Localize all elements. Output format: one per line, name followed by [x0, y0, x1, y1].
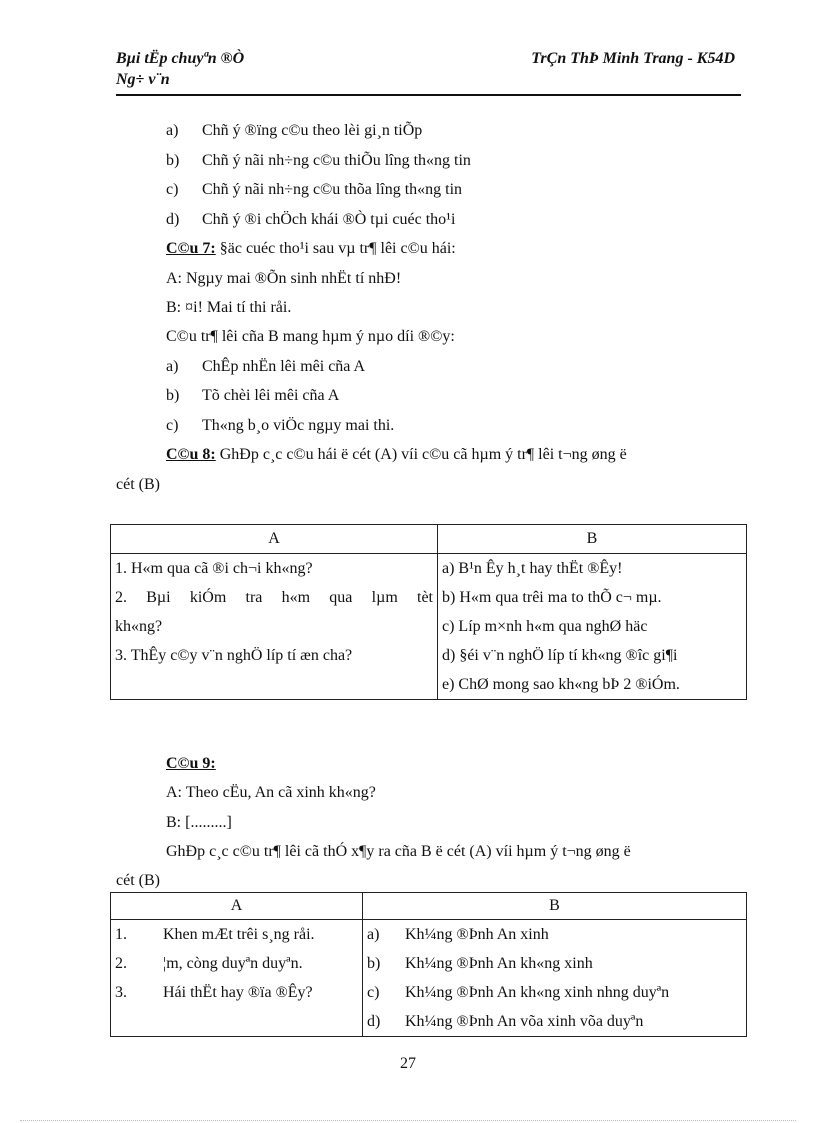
q9-column-a-header: A	[111, 893, 363, 920]
q9-a-item-2: 2. ¦m, còng duyªn duyªn.	[115, 955, 303, 972]
q9-dialogue-a: A: Theo cËu, An cã xinh kh«ng?	[166, 784, 376, 801]
q8-a-item-1: 1. H«m qua cã ®i ch¬i kh«ng?	[115, 560, 313, 577]
q9-dialogue-b: B: [.........]	[166, 814, 232, 831]
q8-heading	[166, 445, 627, 465]
header-subject: Ng÷ v¨n	[116, 71, 170, 88]
q8-title: C©u 8:	[166, 446, 216, 463]
q9-b-item-a: a) Kh¼ng ®Þnh An xinh	[367, 926, 549, 943]
q7-intro: §äc cuéc tho¹i sau vµ tr¶ lêi c©u hái:	[215, 240, 456, 257]
q8-intro-continued: cét (B)	[116, 476, 160, 493]
q7-title: C©u 7:	[166, 240, 216, 257]
q6-option-d: d) Chñ ý ®i chÖch khái ®Ò tµi cuéc tho¹i	[166, 211, 456, 228]
q8-a-item-3: 3. ThÊy c©y v¨n nghÖ líp tí æn cha?	[115, 647, 353, 664]
q8-column-a-cell	[111, 554, 438, 700]
q9-column-b-cell	[363, 920, 747, 1037]
q8-b-item-d: d) §éi v¨n nghÖ líp tí kh«ng ®îc gi¶i	[442, 647, 678, 664]
q9-intro: GhÐp c¸c c©u tr¶ lêi cã thÓ x¶y ra cña B ë cét (A) víi hµm ý t¬ng øng ë	[166, 843, 631, 860]
q9-b-item-c: c) Kh¼ng ®Þnh An kh«ng xinh nhng duyªn	[367, 984, 670, 1001]
q8-b-item-c: c) Líp m×nh h«m qua nghØ häc	[442, 618, 648, 635]
q8-b-item-b: b) H«m qua trêi ma to thÕ c¬ mµ.	[442, 589, 662, 606]
q9-column-b-header: B	[363, 893, 747, 920]
q7-dialogue-a: A: Ngµy mai ®Õn sinh nhËt tí nhÐ!	[166, 270, 402, 287]
q8-a-item-2-cont: kh«ng?	[115, 618, 163, 635]
q8-matching-table	[110, 524, 747, 700]
q8-column-b-header: B	[438, 525, 747, 554]
q8-b-item-e: e) ChØ mong sao kh«ng bÞ 2 ®iÓm.	[442, 676, 680, 693]
q7-option-b: b) Tõ chèi lêi mêi cña A	[166, 387, 340, 404]
q8-intro: GhÐp c¸c c©u hái ë cét (A) víi c©u cã hµm ý tr¶ lêi t¬ng øng ë	[215, 446, 627, 463]
q8-a-item-2: 2. Bµi kiÓm tra h«m qua lµm tèt	[115, 589, 433, 606]
q8-column-b-cell	[438, 554, 747, 700]
q9-a-item-3: 3. Hái thËt hay ®ïa ®Êy?	[115, 984, 313, 1001]
q9-intro-continued: cét (B)	[116, 872, 160, 889]
footer-divider	[20, 1120, 796, 1121]
q9-b-item-b: b) Kh¼ng ®Þnh An kh«ng xinh	[367, 955, 593, 972]
header-title: Bµi tËp chuyªn ®Ò	[116, 50, 245, 67]
page-number: 27	[400, 1055, 416, 1072]
q7-heading	[166, 239, 456, 259]
page-header	[116, 48, 741, 96]
q8-b-item-a: a) B¹n Êy h¸t hay thËt ®Êy!	[442, 560, 623, 577]
q9-b-item-d: d) Kh¼ng ®Þnh An võa xinh võa duyªn	[367, 1013, 644, 1030]
q9-title: C©u 9:	[166, 755, 216, 772]
q7-question: C©u tr¶ lêi cña B mang hµm ý nµo díi ®©y:	[166, 328, 455, 345]
q9-a-item-1: 1. Khen mÆt trêi s¸ng råi.	[115, 926, 315, 943]
q9-column-a-cell	[111, 920, 363, 1037]
q9-matching-table	[110, 892, 747, 1037]
q7-option-a: a) ChÊp nhËn lêi mêi cña A	[166, 358, 366, 375]
header-author: TrÇn ThÞ Minh Trang - K54D	[531, 50, 735, 67]
q6-option-a: a) Chñ ý ®ïng c©u theo lèi gi¸n tiÕp	[166, 122, 423, 139]
q7-option-c: c) Th«ng b¸o viÖc ngµy mai thi.	[166, 417, 395, 434]
q9-heading	[166, 754, 216, 774]
q8-column-a-header: A	[111, 525, 438, 554]
q6-option-b: b) Chñ ý nãi nh÷ng c©u thiÕu lîng th«ng tin	[166, 152, 471, 169]
q7-dialogue-b: B: ¤i! Mai tí thi råi.	[166, 299, 292, 316]
q6-option-c: c) Chñ ý nãi nh÷ng c©u thõa lîng th«ng tin	[166, 181, 463, 198]
